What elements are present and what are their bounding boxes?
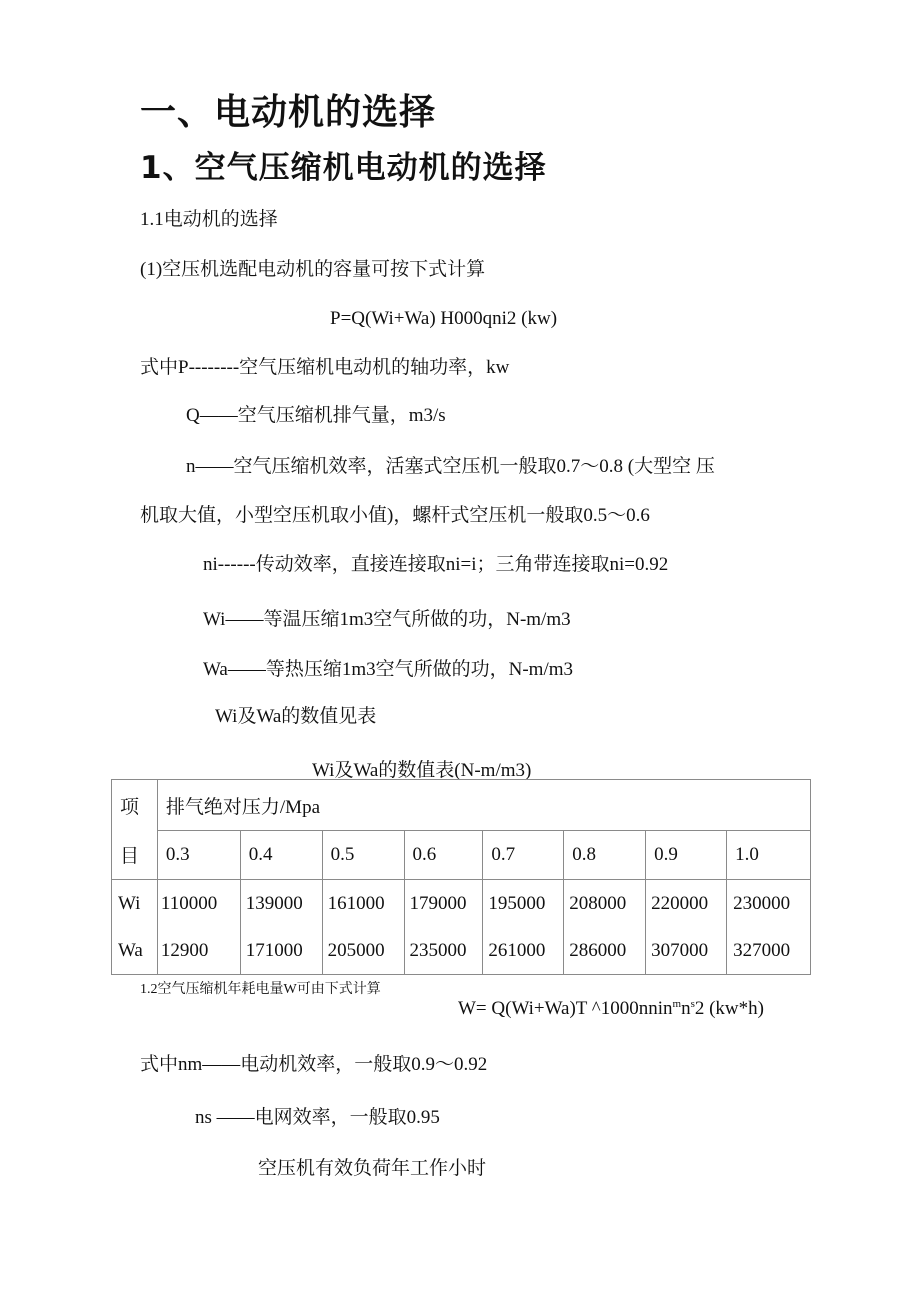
table-caption: Wi及Wa的数值表(N-m/m3) [312, 760, 532, 781]
wi-value: 161000 [327, 892, 385, 914]
wi-value: 139000 [245, 892, 303, 914]
wi-value: 230000 [733, 892, 791, 914]
definition-ni: ni------传动效率，直接连接取ni=i；三角带连接取ni=0.92 [203, 554, 669, 575]
formula-annual-energy: W= Q(Wi+Wa)T $\^{}1000nnin^mn^s2$ (kw*h) [458, 998, 764, 1019]
heading-1: 一、电动机的选择 [140, 92, 437, 133]
wa-value: 171000 [245, 939, 303, 961]
row-label-wi: Wi [118, 892, 141, 914]
wi-value: 208000 [569, 892, 627, 914]
wa-value: 286000 [569, 939, 627, 961]
definition-p: 式中P--------空气压缩机电动机的轴功率，kw [140, 357, 510, 378]
table-row-values [112, 880, 811, 975]
pressure-header: 0.7 [483, 831, 564, 880]
wi-value: 110000 [160, 892, 218, 914]
table-reference-note: Wi及Wa的数值见表 [215, 706, 377, 727]
corner-label-top: 项 [112, 780, 158, 831]
wi-value: 179000 [409, 892, 467, 914]
pressure-header: 0.5 [322, 831, 404, 880]
paragraph-capacity-formula-intro: (1)空压机选配电动机的容量可按下式计算 [140, 259, 486, 280]
definition-annual-hours: 空压机有效负荷年工作小时 [258, 1158, 487, 1179]
pressure-header: 0.8 [564, 831, 646, 880]
wa-value: 327000 [733, 939, 791, 961]
pressure-header: 0.4 [240, 831, 322, 880]
definition-ns: ns ——电网效率，一般取0.95 [195, 1107, 440, 1128]
wa-value: 12900 [160, 939, 209, 961]
section-1-2-title: 1.2空气压缩机年耗电量W可由下式计算 [140, 982, 381, 997]
wa-value: 307000 [651, 939, 709, 961]
formula-power: P=Q(Wi+Wa) H000qni2 (kw) [330, 308, 558, 329]
section-1-1-title: 1.1电动机的选择 [140, 209, 278, 230]
definition-q: Q——空气压缩机排气量，m3/s [186, 405, 446, 426]
corner-label-bottom: 目 [112, 831, 158, 880]
pressure-header: 1.0 [727, 831, 811, 880]
pressure-header: 0.6 [404, 831, 483, 880]
wi-value: 195000 [488, 892, 546, 914]
pressure-group-header: 排气绝对压力/Mpa [157, 780, 810, 831]
wi-value: 220000 [651, 892, 709, 914]
definition-wa: Wa——等热压缩1m3空气所做的功，N-m/m3 [203, 659, 574, 680]
wa-value: 235000 [409, 939, 467, 961]
definition-wi: Wi——等温压缩1m3空气所做的功，N-m/m3 [203, 609, 571, 630]
row-label-wa: Wa [118, 939, 143, 961]
pressure-header: 0.9 [646, 831, 727, 880]
wa-value: 205000 [327, 939, 385, 961]
definition-nm: 式中nm——电动机效率，一般取0.9〜0.92 [140, 1054, 488, 1075]
definition-n-continued: 机取大值，小型空压机取小值)，螺杆式空压机一般取0.5〜0.6 [140, 505, 650, 526]
wi-wa-table [111, 779, 811, 975]
wa-value: 261000 [488, 939, 546, 961]
heading-2: 1、空气压缩机电动机的选择 [140, 150, 547, 186]
definition-n: n——空气压缩机效率，活塞式空压机一般取0.7〜0.8 (大型空 压 [186, 456, 715, 477]
pressure-header: 0.3 [157, 831, 240, 880]
